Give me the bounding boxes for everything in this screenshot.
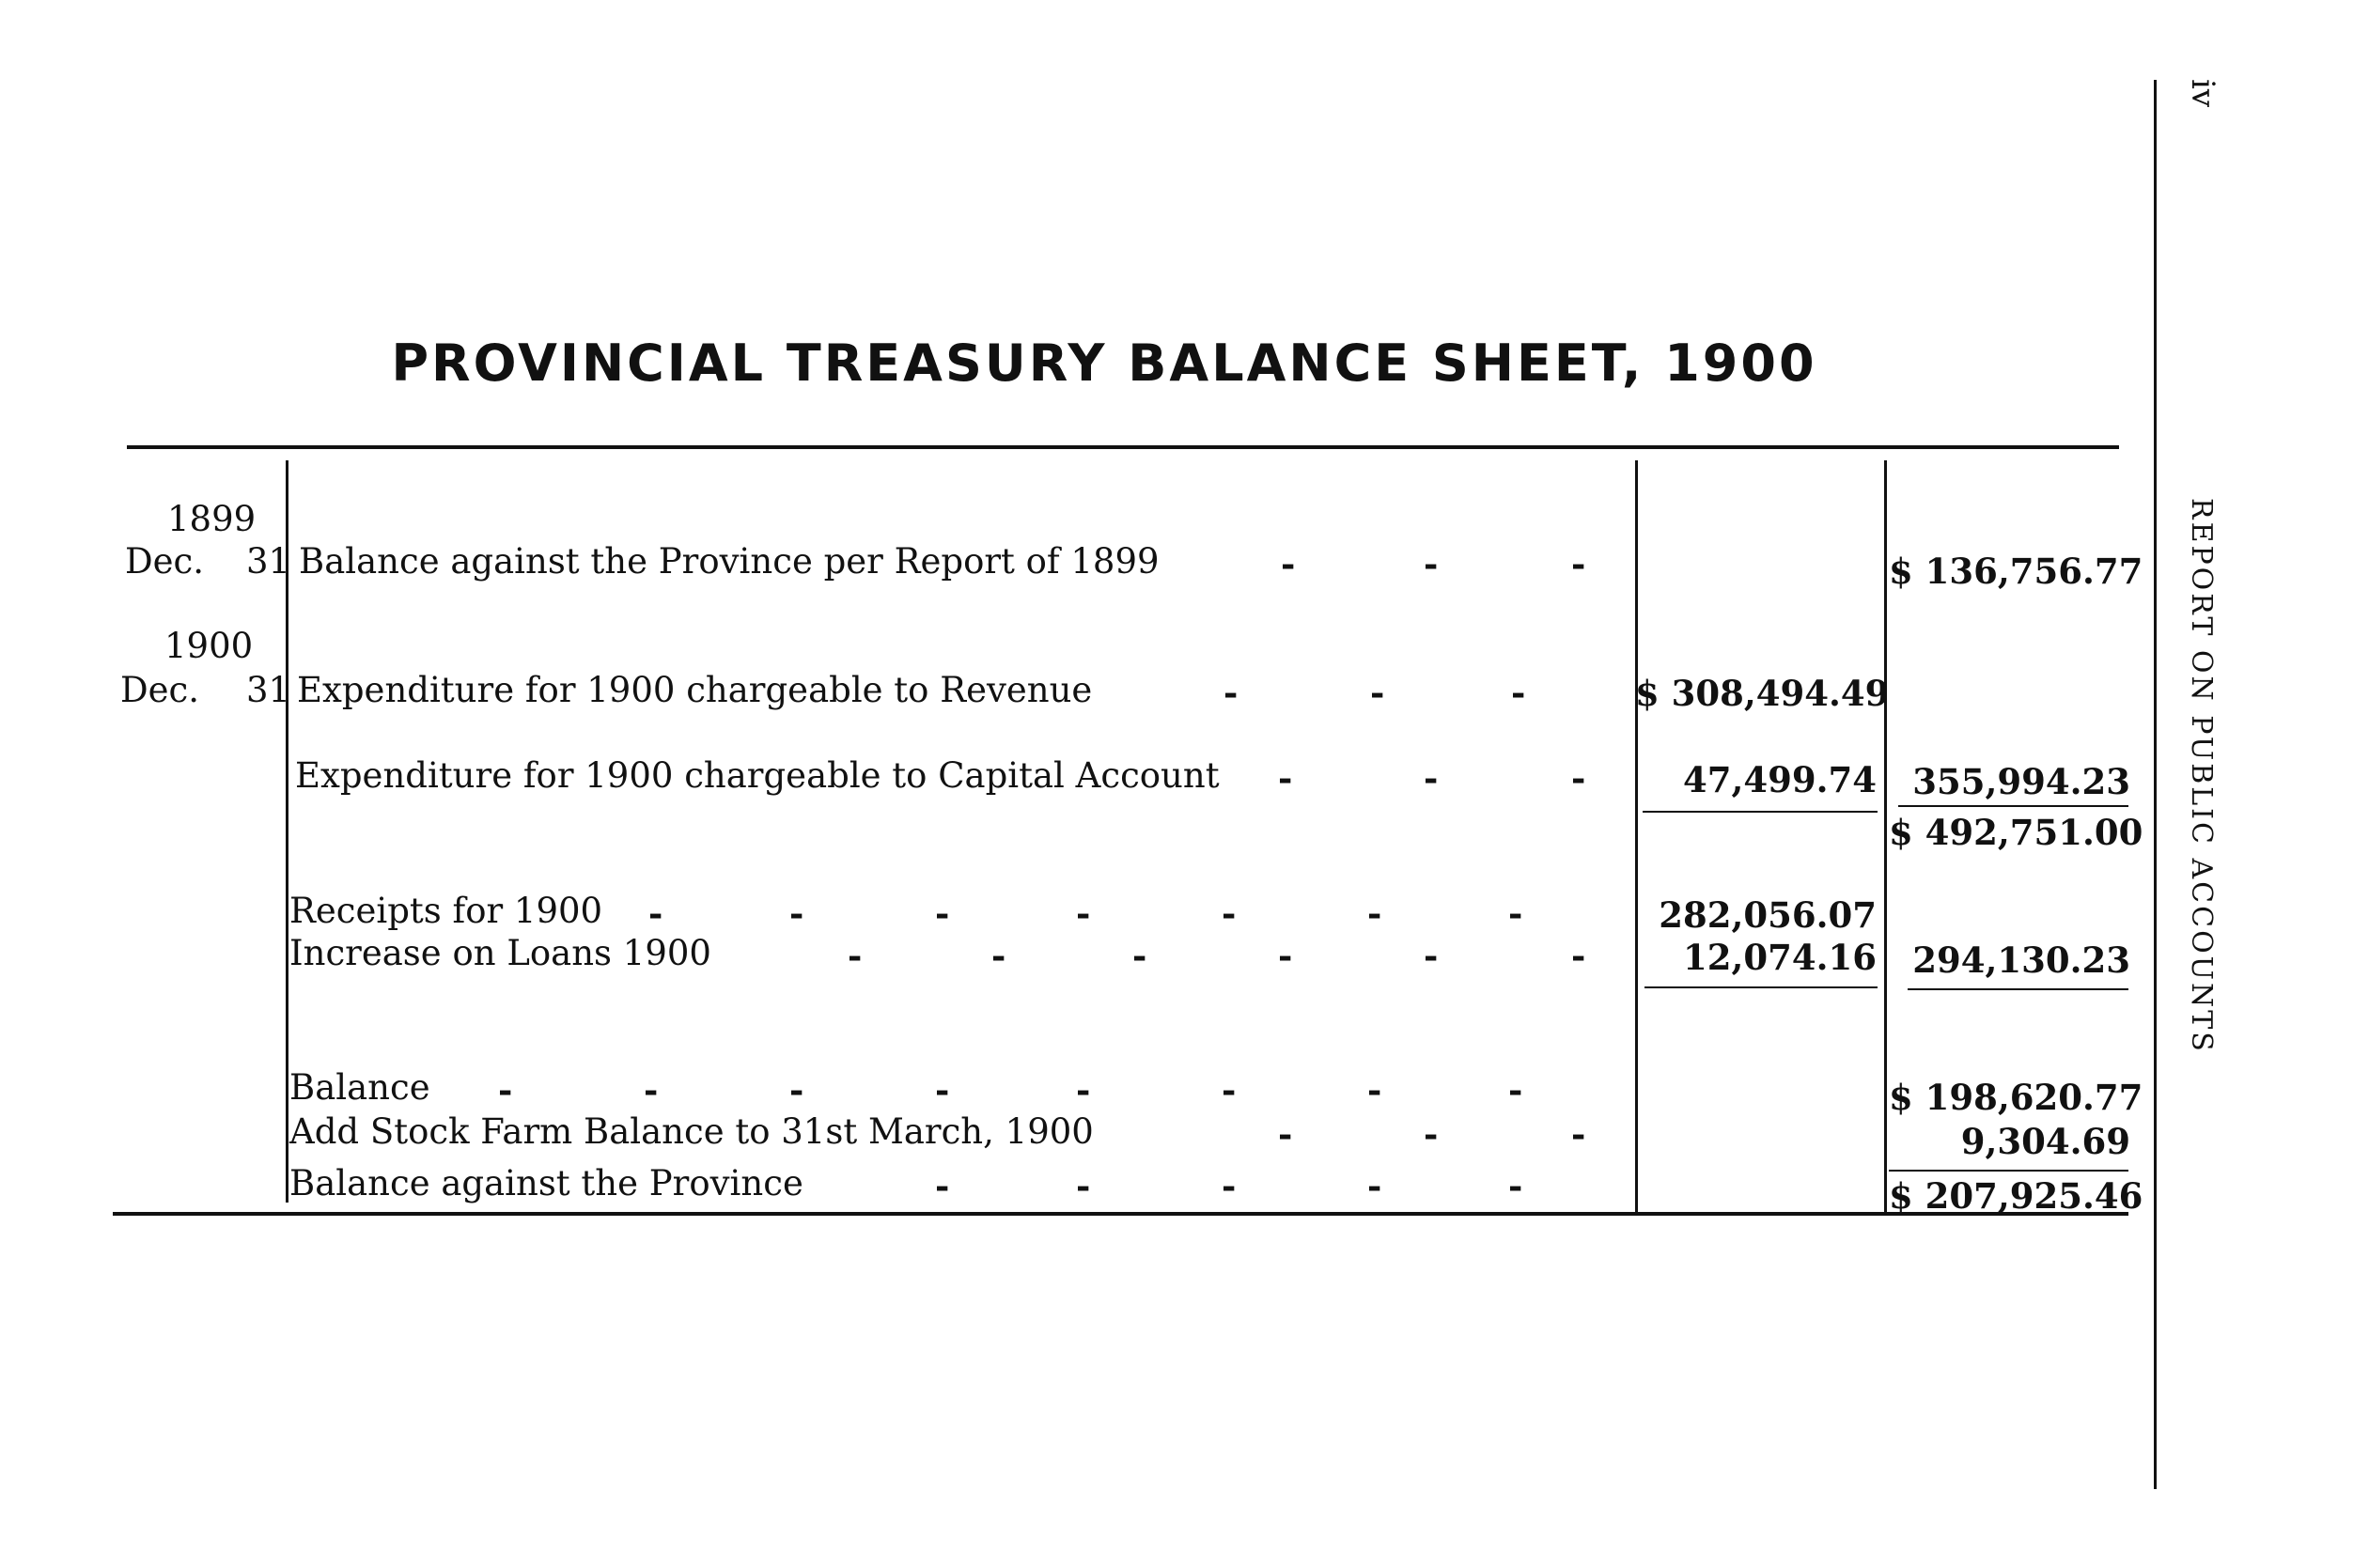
leader-dash: - bbox=[935, 1165, 950, 1206]
exp-revenue-amount: $ 308,494.49 bbox=[1635, 673, 1890, 714]
leader-dash: - bbox=[1424, 757, 1439, 799]
stock-farm-amount: 9,304.69 bbox=[1960, 1121, 2130, 1162]
day-31-1899: 31 bbox=[246, 541, 291, 582]
page-number: iv bbox=[2184, 79, 2221, 108]
loans-amount: 12,074.16 bbox=[1683, 937, 1877, 978]
total-underline bbox=[1898, 805, 2128, 807]
outer-amount-column-rule bbox=[1884, 460, 1887, 1212]
leader-dash: - bbox=[1571, 757, 1586, 799]
table-top-rule bbox=[127, 445, 2119, 449]
leader-dash: - bbox=[789, 1069, 804, 1110]
leader-dash: - bbox=[1367, 1069, 1382, 1110]
side-header: REPORT ON PUBLIC ACCOUNTS bbox=[2185, 498, 2218, 1054]
stock-farm-underline bbox=[1889, 1170, 2128, 1172]
balance-prev-label: Balance against the Province per Report of 1899 bbox=[299, 541, 1160, 582]
leader-dash: - bbox=[1076, 1069, 1091, 1110]
leader-dash: - bbox=[1132, 935, 1147, 976]
loans-label: Increase on Loans 1900 bbox=[289, 933, 711, 973]
final-balance-label: Balance against the Province bbox=[289, 1163, 803, 1203]
leader-dash: - bbox=[1076, 1165, 1091, 1206]
leader-dash: - bbox=[1278, 1113, 1293, 1155]
leader-dash: - bbox=[1076, 893, 1091, 934]
exp-capital-amount: 47,499.74 bbox=[1683, 759, 1877, 800]
loans-underline bbox=[1644, 986, 1878, 988]
leader-dash: - bbox=[1222, 1165, 1237, 1206]
subtotal-amount: $ 492,751.00 bbox=[1889, 812, 2143, 853]
balance-label: Balance bbox=[289, 1067, 430, 1108]
receipts-label: Receipts for 1900 bbox=[289, 891, 603, 931]
leader-dash: - bbox=[848, 935, 863, 976]
leader-dash: - bbox=[1508, 1069, 1523, 1110]
year-1900: 1900 bbox=[164, 626, 254, 666]
year-1899: 1899 bbox=[167, 499, 257, 539]
leader-dash: - bbox=[1370, 672, 1385, 713]
leader-dash: - bbox=[1222, 893, 1237, 934]
leader-dash: - bbox=[1571, 935, 1586, 976]
leader-dash: - bbox=[1367, 893, 1382, 934]
leader-dash: - bbox=[1222, 1069, 1237, 1110]
date-dec-1899: Dec. bbox=[125, 541, 205, 582]
balance-prev-total: $ 136,756.77 bbox=[1889, 551, 2143, 592]
leader-dash: - bbox=[1367, 1165, 1382, 1206]
leader-dash: - bbox=[1511, 672, 1526, 713]
day-31-1900: 31 bbox=[246, 670, 291, 710]
receipts-amount: 282,056.07 bbox=[1659, 894, 1877, 936]
leader-dash: - bbox=[498, 1069, 513, 1110]
exp-revenue-label: Expenditure for 1900 chargeable to Revenue bbox=[297, 670, 1093, 710]
leader-dash: - bbox=[644, 1069, 659, 1110]
leader-dash: - bbox=[1223, 672, 1239, 713]
leader-dash: - bbox=[789, 893, 804, 934]
leader-dash: - bbox=[1571, 1113, 1586, 1155]
receipts-loans-total: 294,130.23 bbox=[1912, 939, 2130, 981]
date-dec-1900: Dec. bbox=[120, 670, 200, 710]
leader-dash: - bbox=[935, 1069, 950, 1110]
leader-dash: - bbox=[1278, 935, 1293, 976]
leader-dash: - bbox=[1278, 757, 1293, 799]
receipts-total-underline bbox=[1908, 988, 2128, 990]
capital-underline bbox=[1643, 811, 1878, 813]
leader-dash: - bbox=[1571, 543, 1586, 584]
leader-dash: - bbox=[1424, 543, 1439, 584]
exp-capital-label: Expenditure for 1900 chargeable to Capital Account bbox=[295, 755, 1220, 796]
leader-dash: - bbox=[648, 893, 663, 934]
page-edge-rule bbox=[2154, 80, 2157, 1489]
leader-dash: - bbox=[1424, 1113, 1439, 1155]
leader-dash: - bbox=[1281, 543, 1296, 584]
exp-total-amount: 355,994.23 bbox=[1912, 761, 2130, 802]
table-bottom-rule bbox=[113, 1212, 2128, 1216]
leader-dash: - bbox=[935, 893, 950, 934]
leader-dash: - bbox=[1508, 893, 1523, 934]
leader-dash: - bbox=[991, 935, 1006, 976]
leader-dash: - bbox=[1508, 1165, 1523, 1206]
stock-farm-label: Add Stock Farm Balance to 31st March, 1900 bbox=[289, 1111, 1094, 1152]
leader-dash: - bbox=[1424, 935, 1439, 976]
final-balance-amount: $ 207,925.46 bbox=[1889, 1175, 2143, 1217]
balance-amount: $ 198,620.77 bbox=[1889, 1077, 2143, 1118]
inner-amount-column-rule bbox=[1635, 460, 1638, 1212]
page-title: PROVINCIAL TREASURY BALANCE SHEET, 1900 bbox=[391, 334, 1817, 393]
